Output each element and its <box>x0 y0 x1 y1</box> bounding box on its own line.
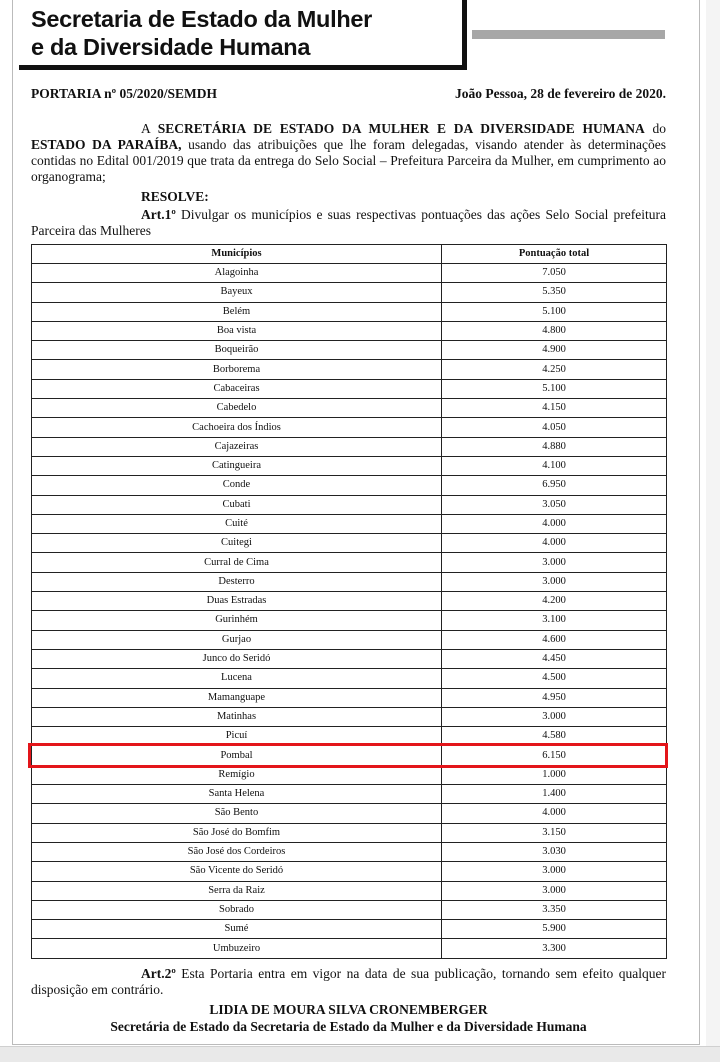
table-row <box>32 785 667 804</box>
table-row <box>32 379 667 398</box>
cell-pontuacao: 3.300 <box>442 939 667 958</box>
table-row <box>32 727 667 746</box>
cell-pontuacao: 1.400 <box>442 785 667 804</box>
cell-municipio: Picuí <box>32 727 442 746</box>
preamble-c: do <box>644 121 666 136</box>
cell-municipio: Mamanguape <box>32 688 442 707</box>
art1-text: Divulgar os municípios e suas respectivas pontuações das ações Selo Social prefeitura Parceira das Mulheres <box>31 207 666 238</box>
table-row <box>32 881 667 900</box>
cell-pontuacao: 3.000 <box>442 553 667 572</box>
art1-indent <box>31 207 141 222</box>
cell-pontuacao: 3.000 <box>442 572 667 591</box>
cell-pontuacao: 3.150 <box>442 823 667 842</box>
preamble-estado: ESTADO DA PARAÍBA, <box>31 137 182 152</box>
cell-municipio: Catingueira <box>32 456 442 475</box>
table-row <box>32 360 667 379</box>
cell-municipio: Alagoinha <box>32 264 442 283</box>
cell-municipio: Gurinhém <box>32 611 442 630</box>
viewer-bottom-bar <box>0 1046 720 1062</box>
cell-pontuacao: 4.950 <box>442 688 667 707</box>
cell-pontuacao: 5.350 <box>442 283 667 302</box>
table-row <box>32 611 667 630</box>
cell-municipio: Bayeux <box>32 283 442 302</box>
art2-text: Esta Portaria entra em vigor na data de sua publicação, tornando sem efeito qualquer disposição em contrário. <box>31 966 666 997</box>
header-title <box>31 5 372 61</box>
portaria-number: PORTARIA nº 05/2020/SEMDH <box>31 86 218 101</box>
cell-pontuacao: 6.150 <box>442 746 667 765</box>
cell-pontuacao: 4.580 <box>442 727 667 746</box>
cell-municipio: Lucena <box>32 669 442 688</box>
table-row <box>32 804 667 823</box>
cell-municipio: São José do Bomfim <box>32 823 442 842</box>
table-row <box>32 514 667 533</box>
cell-pontuacao: 4.800 <box>442 321 667 340</box>
preamble-indent <box>31 121 141 136</box>
cell-pontuacao: 4.050 <box>442 418 667 437</box>
cell-pontuacao: 4.000 <box>442 514 667 533</box>
cell-municipio: Cajazeiras <box>32 437 442 456</box>
col-header-pontuacao: Pontuação total <box>442 245 667 264</box>
cell-municipio: Cuitegi <box>32 534 442 553</box>
cell-municipio: Pombal <box>32 746 442 765</box>
paragraph-art1 <box>31 207 666 239</box>
cell-pontuacao: 4.450 <box>442 649 667 668</box>
table-row <box>32 264 667 283</box>
cell-municipio: Sobrado <box>32 900 442 919</box>
place-date: João Pessoa, 28 de fevereiro de 2020. <box>455 86 666 101</box>
preamble-a: A <box>141 121 158 136</box>
cell-municipio: Curral de Cima <box>32 553 442 572</box>
table-row <box>32 592 667 611</box>
cell-pontuacao: 4.000 <box>442 804 667 823</box>
signer-title: Secretária de Estado da Secretaria de Estado da Mulher e da Diversidade Humana <box>110 1019 587 1034</box>
cell-municipio: Matinhas <box>32 707 442 726</box>
header-gray-rule <box>472 30 665 39</box>
table-row <box>32 630 667 649</box>
cell-pontuacao: 7.050 <box>442 264 667 283</box>
table-row <box>32 437 667 456</box>
cell-pontuacao: 5.100 <box>442 379 667 398</box>
cell-municipio: Boqueirão <box>32 341 442 360</box>
cell-municipio: Conde <box>32 476 442 495</box>
art2-label: Art.2º <box>141 966 176 981</box>
cell-pontuacao: 3.000 <box>442 707 667 726</box>
cell-pontuacao: 4.100 <box>442 456 667 475</box>
table-row <box>32 399 667 418</box>
table-row <box>32 495 667 514</box>
table-row <box>32 572 667 591</box>
header-title-line2: e da Diversidade Humana <box>31 34 311 60</box>
municipalities-table <box>31 244 667 959</box>
table-row <box>32 765 667 784</box>
preamble-e: usando das atribuições que lhe foram delegadas, visando atender às determinações contidas no Edital 001/2019 que trata da entrega do Selo Social – Prefeitura Parceira da Mulher, em cumprimento ao organograma; <box>31 137 666 184</box>
table-row <box>32 939 667 958</box>
cell-municipio: Remígio <box>32 765 442 784</box>
cell-pontuacao: 4.600 <box>442 630 667 649</box>
cell-municipio: Cabedelo <box>32 399 442 418</box>
cell-municipio: São José dos Cordeiros <box>32 842 442 861</box>
paragraph-art2 <box>31 966 666 998</box>
resolve-heading: RESOLVE: <box>141 189 209 204</box>
cell-pontuacao: 3.050 <box>442 495 667 514</box>
cell-municipio: São Bento <box>32 804 442 823</box>
cell-municipio: Sumé <box>32 920 442 939</box>
cell-municipio: Borborema <box>32 360 442 379</box>
art2-indent <box>31 966 141 981</box>
art1-label: Art.1º <box>141 207 176 222</box>
cell-municipio: Boa vista <box>32 321 442 340</box>
table-row <box>32 707 667 726</box>
cell-pontuacao: 1.000 <box>442 765 667 784</box>
cell-municipio: Junco do Seridó <box>32 649 442 668</box>
cell-pontuacao: 3.100 <box>442 611 667 630</box>
table-row <box>32 341 667 360</box>
cell-municipio: São Vicente do Seridó <box>32 862 442 881</box>
cell-pontuacao: 3.350 <box>442 900 667 919</box>
cell-pontuacao: 4.500 <box>442 669 667 688</box>
cell-pontuacao: 4.250 <box>442 360 667 379</box>
cell-municipio: Santa Helena <box>32 785 442 804</box>
header-title-line1: Secretaria de Estado da Mulher <box>31 6 373 32</box>
cell-pontuacao: 5.900 <box>442 920 667 939</box>
cell-municipio: Cubati <box>32 495 442 514</box>
cell-pontuacao: 3.030 <box>442 842 667 861</box>
table-row <box>32 418 667 437</box>
table-row <box>32 746 667 765</box>
cell-pontuacao: 4.900 <box>442 341 667 360</box>
cell-municipio: Umbuzeiro <box>32 939 442 958</box>
cell-pontuacao: 4.000 <box>442 534 667 553</box>
cell-pontuacao: 3.000 <box>442 881 667 900</box>
table-row <box>32 321 667 340</box>
cell-pontuacao: 4.880 <box>442 437 667 456</box>
table-row <box>32 476 667 495</box>
table-row <box>32 456 667 475</box>
cell-pontuacao: 5.100 <box>442 302 667 321</box>
cell-municipio: Cachoeira dos Índios <box>32 418 442 437</box>
table-row <box>32 553 667 572</box>
table-row <box>32 302 667 321</box>
cell-municipio: Serra da Raiz <box>32 881 442 900</box>
table-row <box>32 920 667 939</box>
table-row <box>32 688 667 707</box>
table-row <box>32 862 667 881</box>
preamble-secretaria: SECRETÁRIA DE ESTADO DA MULHER E DA DIVERSIDADE HUMANA <box>157 121 645 136</box>
cell-municipio: Gurjao <box>32 630 442 649</box>
cell-municipio: Cabaceiras <box>32 379 442 398</box>
table-row <box>32 283 667 302</box>
cell-municipio: Duas Estradas <box>32 592 442 611</box>
paragraph-preamble <box>31 121 666 185</box>
cell-pontuacao: 6.950 <box>442 476 667 495</box>
table-row <box>32 534 667 553</box>
cell-pontuacao: 3.000 <box>442 862 667 881</box>
viewer-gutter <box>706 0 720 1046</box>
cell-municipio: Belém <box>32 302 442 321</box>
cell-municipio: Desterro <box>32 572 442 591</box>
cell-pontuacao: 4.150 <box>442 399 667 418</box>
table-row <box>32 649 667 668</box>
table-row <box>32 842 667 861</box>
cell-pontuacao: 4.200 <box>442 592 667 611</box>
table-header-row <box>32 245 667 264</box>
cell-municipio: Cuité <box>32 514 442 533</box>
table-row <box>32 823 667 842</box>
col-header-municipios: Municípios <box>32 245 442 264</box>
table-row <box>32 900 667 919</box>
signer-name: LIDIA DE MOURA SILVA CRONEMBERGER <box>209 1002 488 1017</box>
table-row <box>32 669 667 688</box>
